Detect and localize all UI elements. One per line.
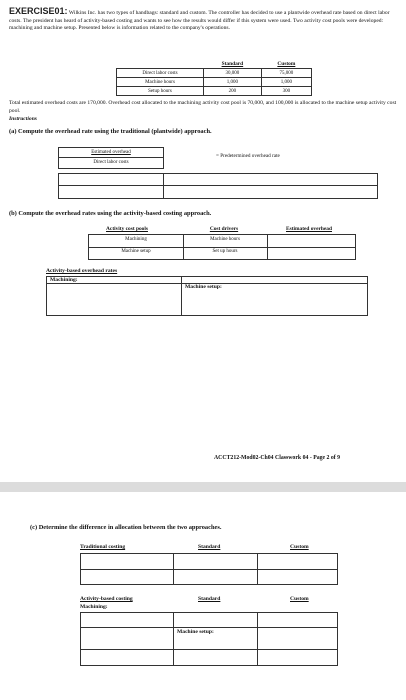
abc-rates-title: Activity-based overhead rates [46,268,118,274]
cell-value: 1,000 [261,78,311,87]
total-overhead-text: Total estimated overhead costs are 170,000. Overhead cost allocated to the machining activity cost pool is 70,000, and 100,000 is allocated to the machine setup activity cost pool. [9,100,397,114]
table-row [117,78,312,87]
abc-setup-label: Machine setup: [185,284,222,290]
cell-value: 300 [261,87,311,96]
exercise-title: EXERCISE01: [9,6,68,16]
abc-rates-box [46,276,368,316]
driver-machine-hours: Machine hours [210,237,240,242]
part-b-heading: (b) Compute the overhead rates using the activity-based costing approach. [9,210,212,217]
cell-value: 1,000 [204,78,262,87]
overhead-setup-input[interactable] [269,248,353,258]
worksheet-page-2 [0,492,406,700]
abc-costing-block [80,596,336,666]
abc-machining-row-label: Machining: [80,604,108,610]
traditional-standard-input[interactable] [175,555,255,568]
abc-setup-standard-input[interactable] [175,637,255,648]
rate-fraction [58,147,164,169]
part-a-answer-box[interactable] [58,173,378,199]
traditional-title: Traditional costing [80,544,126,550]
abc-machining-standard-input[interactable] [175,614,255,626]
cell-value: 200 [204,87,262,96]
instructions-label: Instructions [9,116,37,122]
part-c-heading: (c) Determine the difference in allocation between the two approaches. [30,524,222,531]
abc-setup-row-label: Machine setup: [177,629,214,635]
abc-machining-label: Machining: [50,277,78,283]
cell-value: 30,000 [204,69,262,78]
pool-machining: Machining [125,237,147,242]
row-label: Setup hours [117,87,204,96]
table-row [117,69,312,78]
abc-machining-custom-input[interactable] [259,614,335,626]
intro-paragraph [9,8,397,33]
table-row [117,87,312,96]
traditional-costing-block [80,544,336,584]
col-cost-drivers: Cost drivers [209,226,239,232]
cost-data-table [116,60,312,96]
abc-setup-input[interactable] [184,292,364,313]
row-label: Direct labor costs [117,69,204,78]
abc-col-standard: Standard [198,596,221,602]
pool-setup: Machine setup [121,249,151,254]
fraction-numerator: Estimated overhead [59,148,163,158]
col-estimated-overhead: Estimated overhead [286,226,332,232]
abc-machining-input[interactable] [49,285,179,313]
col-standard: Standard [221,61,244,67]
abc-title: Activity-based costing [80,596,133,602]
fraction-denominator: Direct labor costs [93,160,129,165]
part-a-heading: (a) Compute the overhead rate using the traditional (plantwide) approach. [9,128,212,135]
abc-pools-table [88,226,354,260]
driver-setup-hours: Set up hours [212,249,238,254]
overhead-machining-input[interactable] [269,236,353,246]
traditional-col-standard: Standard [198,544,221,550]
col-activity-cost-pools: Activity cost pools [106,226,148,232]
abc-setup-custom-input[interactable] [259,637,335,648]
page-footer: ACCT212-Mod02-Ch04 Classwork 04 - Page 2 of 9 [214,455,341,461]
col-custom: Custom [277,61,296,67]
rate-result-label: = Predetermined overhead rate [216,153,280,159]
row-label: Machine hours [117,78,204,87]
intro-text: Wilkins Inc. has two types of handbags: standard and custom. The controller has decided to use a plantwide overhead rate based on direct labor costs. The president has heard of activity-based costing and wants to see how the results would differ if this system were used. Two activity cost pools were developed: machining and machine setup. Presented below is information related to the company's operations. [9,10,390,32]
traditional-col-custom: Custom [290,544,309,550]
cell-value: 75,000 [261,69,311,78]
abc-col-custom: Custom [290,596,309,602]
traditional-custom-input[interactable] [259,555,335,568]
